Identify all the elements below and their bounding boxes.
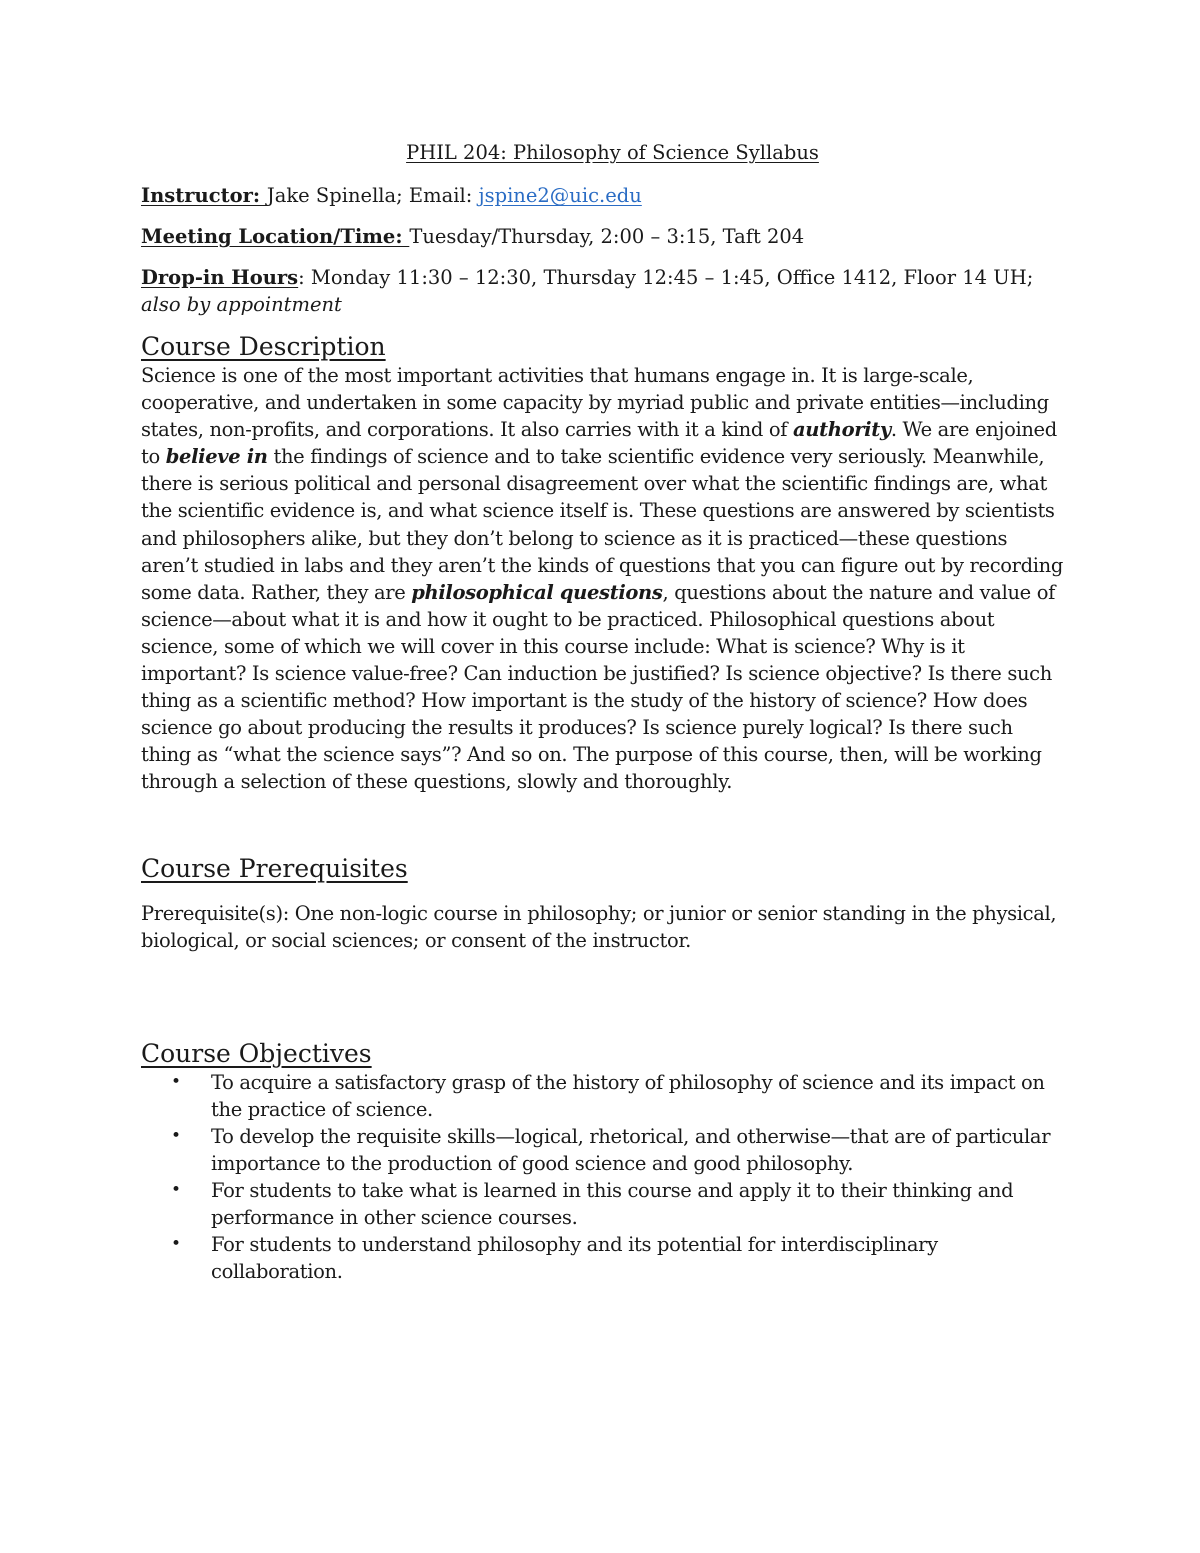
meeting-value: Tuesday/Thursday, 2:00 – 3:15, Taft 204 [409,225,805,248]
emphasis-believe-in: believe in [165,445,268,469]
bullet-icon: • [171,1071,181,1092]
prerequisites-text: Prerequisite(s): One non-logic course in philosophy; or junior or senior standing in the physical, biological, or social sciences; or consent of the instructor. [141,901,1057,952]
list-item: • For students to understand philosophy and its potential for interdisciplinary collaboration. [171,1233,938,1284]
meeting-label: Meeting Location/Time: [141,225,410,248]
list-item: • To acquire a satisfactory grasp of the history of philosophy of science and its impact on the practice of science. [171,1070,1045,1121]
prerequisites-heading: Course Prerequisites [141,853,408,883]
list-item: • For students to take what is learned in this course and apply it to their thinking and performance in other science courses. [171,1179,1014,1230]
description-text: Science is one of the most important activities that humans engage in. It is large-scale, cooperative, and undertaken in some capacity by myriad public and private entities—including states, non-profits, and corporations. It also carries with it a kind of authority. We are enjoined to believe in the findings of science and to take scientific evidence very seriously. Meanwhile, there is serious political and personal disagreement over what the scientific findings are, what the scientific evidence is, and what science itself is. These questions are answered by scientists and philosophers alike, but they don’t belong to science as it is practiced—these questions aren’t studied in labs and they aren’t the kinds of questions that you can figure out by recording some data. Rather, they are philosophical questions, questions about the nature and value of science—about what it is and how it ought to be practiced. Philosophical questions about science, some of which we will cover in this course include: What is science? Why is it important? Is science value-free? Can induction be justified? Is science objective? Is there such thing as a scientific method? How important is the study of the history of science? How does science go about producing the results it produces? Is science purely logical? Is there such thing as “what the science says”? And so on. The purpose of this course, then, will be working through a selection of these questions, slowly and thoroughly. [141,364,1063,794]
bullet-icon: • [171,1125,181,1146]
bullet-icon: • [171,1180,181,1201]
syllabus-page [141,138,1066,1285]
document-title: PHIL 204: Philosophy of Science Syllabus [406,141,819,164]
objectives-heading: Course Objectives [141,1038,372,1068]
dropin-line [141,264,1066,318]
instructor-name: Jake Spinella; Email: [266,184,479,207]
dropin-label: Drop-in Hours [141,266,299,289]
instructor-label: Instructor: [141,184,267,207]
description-heading: Course Description [141,332,386,361]
emphasis-authority: authority [792,418,891,442]
instructor-line [141,182,1066,209]
emphasis-philosophical-questions: philosophical questions [411,580,663,604]
objectives-list [141,1069,1066,1286]
dropin-value: : Monday 11:30 – 12:30, Thursday 12:45 – 1:45, Office 1412, Floor 14 UH; [298,266,1034,289]
meeting-line [141,223,1066,250]
instructor-email-link[interactable]: jspine2@uic.edu [478,184,642,207]
bullet-icon: • [171,1234,181,1255]
dropin-appointment: also by appointment [141,293,342,316]
list-item: • To develop the requisite skills—logical, rhetorical, and otherwise—that are of particular importance to the production of good science and good philosophy. [171,1124,1051,1175]
